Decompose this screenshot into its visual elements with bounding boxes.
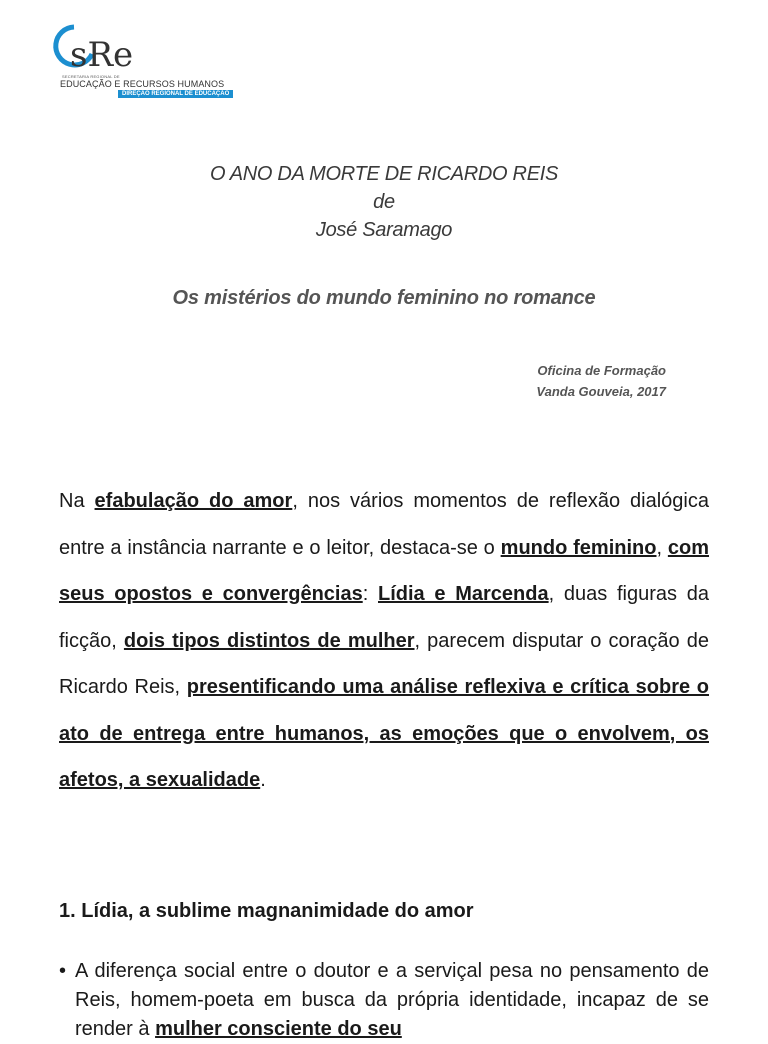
bullet-text-1: A diferença social entre o doutor e a serviçal pesa no pensamento de Reis, homem-poeta em busca da própria identidade, incapaz de se render à [75, 960, 709, 1040]
bullet-text [75, 957, 709, 1044]
para-emphasis-2: mundo feminino [500, 536, 657, 559]
para-text-4: : [362, 583, 378, 605]
intro-paragraph [59, 478, 709, 804]
section-heading: 1. Lídia, a sublime magnanimidade do amor [59, 900, 474, 922]
bullet-emphasis-1: mulher consciente do seu [155, 1018, 402, 1040]
para-text-3: , [656, 536, 668, 559]
para-emphasis-5: dois tipos distintos de mulher [123, 629, 415, 652]
title-line-1: O ANO DA MORTE DE RICARDO REIS [209, 163, 559, 185]
credits-line-2: Vanda Gouveia, 2017 [536, 384, 666, 399]
para-emphasis-4: Lídia e Marcenda [378, 583, 549, 605]
document-title [0, 160, 768, 244]
para-emphasis-3: com seus opostos e convergências [59, 536, 709, 605]
bullet-marker: • [59, 960, 67, 982]
para-text-5: , duas figuras da ficção, [59, 583, 709, 652]
bullet-item [59, 957, 709, 1044]
para-text-1: Na [59, 490, 95, 512]
logo-letters: sRe [70, 35, 134, 74]
para-emphasis-1: efabulação do amor [94, 490, 293, 512]
sre-logo [52, 24, 230, 102]
title-line-3: José Saramago [315, 219, 453, 241]
para-text-2: , nos vários momentos de reflexão dialógica entre a instância narrante e o leitor, destaca-se o [59, 490, 709, 559]
logo-banner: DIREÇÃO REGIONAL DE EDUCAÇÃO [118, 90, 233, 98]
document-subtitle: Os mistérios do mundo feminino no romance [172, 287, 596, 309]
credits [536, 360, 666, 402]
para-emphasis-6: presentificando uma análise reflexiva e crítica sobre o ato de entrega entre humanos, as emoções que o envolvem, os afetos, a sexualidade [59, 676, 709, 791]
para-text-6: , parecem disputar o coração de Ricardo Reis, [59, 629, 710, 698]
para-text-7: . [260, 769, 266, 791]
credits-line-1: Oficina de Formação [537, 363, 666, 378]
logo-main-text: EDUCAÇÃO E RECURSOS HUMANOS [60, 79, 225, 89]
title-line-2: de [373, 191, 395, 213]
logo-small-text: SECRETARIA REGIONAL DE [62, 74, 120, 79]
sre-logo-mark [52, 24, 222, 74]
